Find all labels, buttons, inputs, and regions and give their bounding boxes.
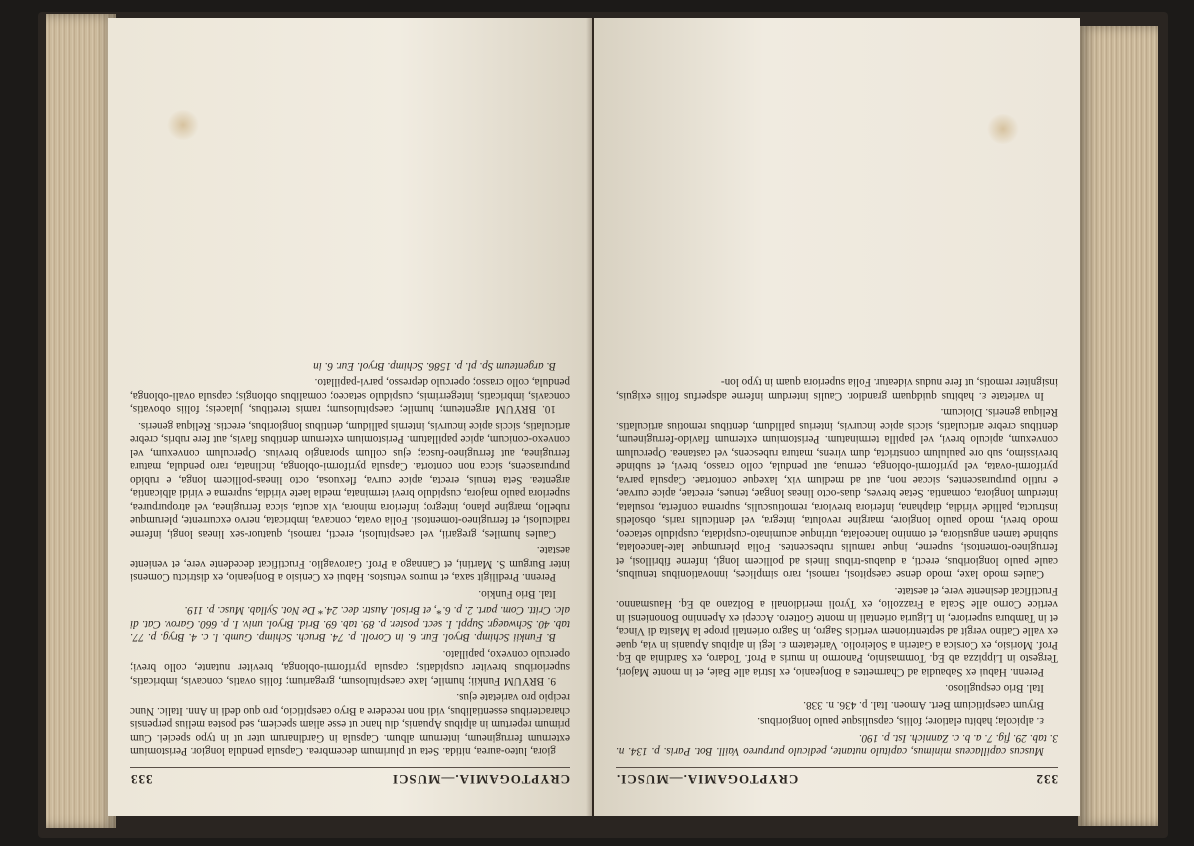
right-paragraph: ε. alpicola; habitu elatiore; foliis, capsulisque paulo longioribus.	[757, 715, 1044, 728]
paper-stain	[986, 114, 1020, 144]
left-paragraph: giora, luteo-aurea, nitida. Seta ut plurimum decembrea. Capsula pendula longior. Peristomium externum ferrugineum, internum album. Capsula in Gardinarum uter ut in typo speciei. Cum primum repertum in alpibus Apuanis, diu hanc ut esse aliam speciem, sed postea melius perpensis characteribus essentialibus, vidi non recedere a Bryo caespiticio, pro quo dedi in Ann. Italic. Nunc recipio pro varietate ejus.	[130, 691, 570, 758]
right-page	[594, 18, 1080, 816]
left-paragraph: Perenn. Prediligit saxa, et muros vetustos. Habui ex Cenisio a Bonjeanio, ex districtu Comensi inter Burgum S. Martini, et Cannago a Prof. Garovaglio. Fructificat decedente vere, et veniente aestate.	[130, 544, 570, 584]
right-paragraph: Perenn. Habui ex Sabaudia ad Charmettes a Bonjeanio, ex Istria alle Baie, et in monte Majori, Tergesto in Lippizza ab Eq. Tommasinio, Panormo in muris a Prof. Todaro, ex Sardinia ab Eq. Prof. Morisio, ex Corsica a Gaterin a Soleirolio. Varietatem ε. legi in alpibus Apuanis in via, quae ex valle Catino vergit ad septentrionem verticis Sagro, in Sagro orientali prope la Masita di Vinca, et in Tambura superiore, in Liguria orientali in monte Gottero. Accepi ex Apennino Bononiensi in vertice Corno alle Scala a Frazzolio, ex Tyroli meridionali a Bolzano ab Eq. Hausmanno. Fructificat desinente vere, et aestate.	[616, 585, 1058, 678]
left-page-header	[130, 768, 570, 787]
left-running-head: CRYPTOGAMIA.—MUSCI	[392, 772, 570, 787]
right-page-text-block	[616, 58, 1058, 786]
right-page-edges	[1078, 26, 1158, 826]
left-page	[108, 18, 592, 816]
left-page-edges	[46, 14, 116, 828]
right-paragraph: Caules modo laxe, modo dense caespitosi, ramosi, raro simplices, innovationibus tenuibus, caule paulo longioribus, erecti, a duabus-tribus lineis ad pollicem longi, inferne fibrillosi, et ferrugineo-tomentosi, superne, inque ramulis rubescentes. Folia plerumque late-lanceolata, subinde tamen angustiora, et omnino lanceolata, utrinque acuminato-cuspidata, cuspidulo setaceo, modo brevi, modo paulo longiore, margine revoluta, integra, vel denticulis raris, obsoletis instructa, pallide viridia, diaphana, inferiora breviora, remotiusculis, suprema conferta, rosulata, interdum longiora, comantia. Setae breves, duas-octo lineas longae, tenues, erectae, apice curvae, e rutilo purpurascentes, siccae non, aut ad medium vix, laxeque contortae. Capsula parva, pyriformi-ovata, vel pyriformi-oblonga, cernua, aut pendula, collo crasso, brevi, et subinde brevissimo, sub ore paululum constricta, dum virens, matura rubescens, vel castanea. Operculum convexum, apiculo brevi, vel papilla terminatum. Peristomium externum flavido-ferrugineum, dentibus crebre articulatis, siccis apice incurvis, interius pallidum, dentibus remotius articulatis. Reliqua generis. Dioicum.	[616, 406, 1058, 581]
left-page-text-block	[130, 58, 570, 786]
left-paragraph: Caules humiles, gregarii, vel caespitulosi, erecti, ramosi, quatuor-sex lineas longi, inferne radiculosi, et ferrugineo-tomentosi. Folia ovata, concava, imbricata, nervo excurrente, plerumque rubello, margine plano, integro; inferiora minora, vix acuta, sicca ferruginea, vel atropurpurea, superiora paulo majora, cuspidulo brevi terminata, media laete viridia, suprema e viridi albicantia, argentea. Seta tenuis, erecta, apice curva, flexuosa, octo lineas-pollicem longa, e rubido purpurascens, sicca non contorta. Capsula pyriformi-oblonga, inclinata, raro pendula, matura ferruginea, aut ferrugineo-fusca; ejus collum sporangio brevius. Operculum convexum, vel convexo-conicum, apice papillatum. Peristomium externum dentibus flavis, aut fere rubris, crebre articulatis, siccis apice incurvis, internis pallidum, dentibus longioribus, erectis. Reliqua generis.	[130, 420, 570, 540]
paper-stain	[166, 110, 200, 140]
right-paragraph: In varietate ε. habitus quidquam grandior. Caulis interdum inferne adsperfus foliis exiguis, insigniter remotis, ut fere nudus videatur. Folia superiora quam in typo lon-	[616, 376, 1058, 402]
left-paragraph: B. Funkii Schimp. Bryol. Eur. 6. in Coroll. p. 74. Bruch. Schimp. Gumb. l. c. 4. Bryg. p. 77. tab. 40. Schwaegr. Suppl. I. sect. poster. p. 89. tab. 69. Brid. Bryol. univ. I. p. 660. Garov. Cat. di alc. Critt. Com. part. 2. p. 6.*, et Brisol. Austr. dec. 24.* De Not. Syllab. Musc. p. 119.	[130, 604, 570, 644]
left-paragraph: 9. BRYUM Funkii; humile, laxe caespitulosum, gregarium; foliis ovatis, concavis, imbricatis, superioribus breviter cuspidatis; capsula pyriformi-oblonga, breviter nutante, collo brevi; operculo convexo, papillato.	[130, 648, 570, 687]
right-paragraph: Bryum caespiticium Bert. Amoen. Ital. p. 436. n. 338.	[803, 699, 1044, 711]
right-paragraph: Muscus capillaceus minimus, capitulo nutante, pediculo purpureo Vaill. Bot. Paris. p. 134. n. 3. tab. 29. fig. 7. a. b. c. Zannich. Ist. p. 190.	[616, 732, 1058, 758]
right-running-head: CRYPTOGAMIA.—MUSCI.	[616, 772, 799, 787]
left-paragraph: B. argenteum Sp. pl. p. 1586. Schimp. Bryol. Eur. 6. in	[313, 360, 556, 372]
right-page-header	[616, 768, 1058, 787]
right-page-number: 332	[1035, 772, 1058, 787]
left-paragraph: Ital. Brio Funkio.	[478, 588, 556, 600]
left-page-number: 333	[130, 772, 153, 787]
right-paragraph: Ital. Brio cespuglioso.	[945, 682, 1044, 695]
left-paragraph: 10. BRYUM argenteum; humile; caespitulosum; ramis teretibus, julaceis; foliis obovatis, concavis, imbricatis, integerrimis, cuspidulo setaceo; comalibus oblongis; capsula ovali-oblonga, pendula, collo crasso; operculo depresso, parvi-papillato.	[130, 376, 570, 416]
